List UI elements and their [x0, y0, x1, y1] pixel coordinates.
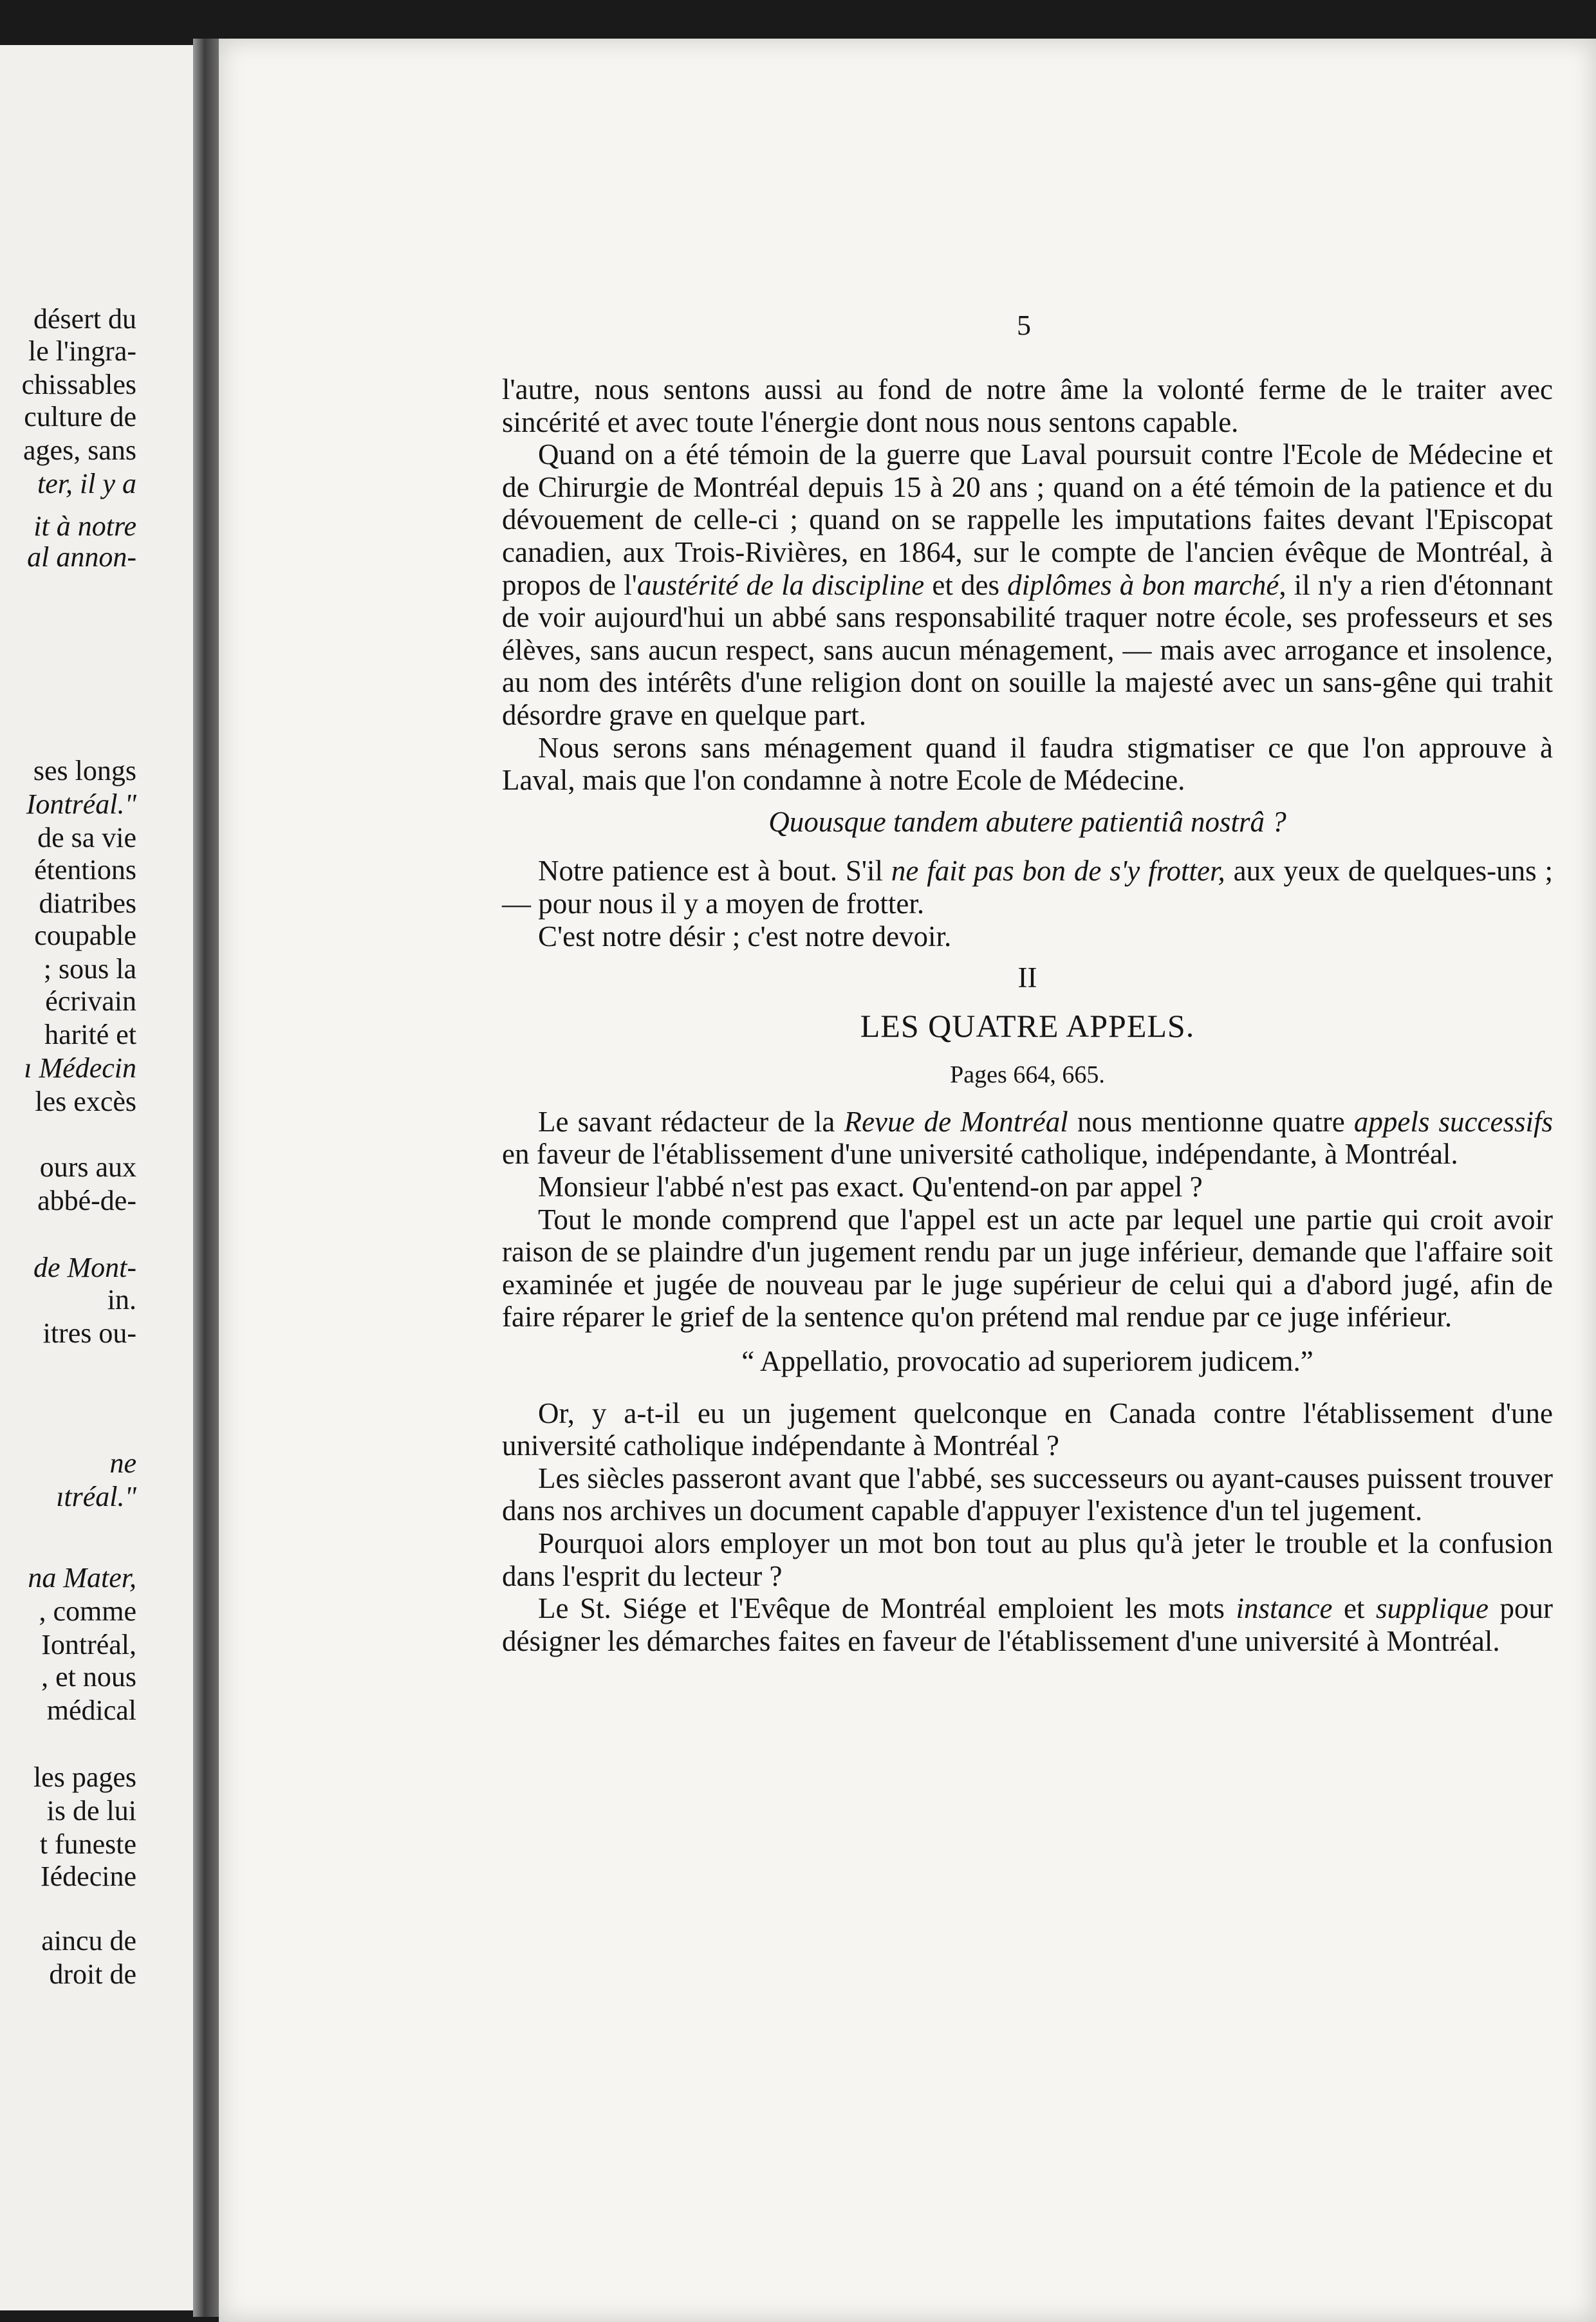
- left-page-text-fragment: it à notre: [33, 510, 136, 542]
- latin-motto: Quousque tandem abutere patientiâ nostrâ ?: [768, 805, 1286, 838]
- left-page-text-fragment: chissables: [21, 369, 136, 400]
- left-page-text-fragment: droit de: [49, 1958, 136, 1990]
- left-page-text-fragment: diatribes: [39, 887, 136, 919]
- paragraph-8: Tout le monde comprend que l'appel est un acte par lequel une partie qui croit avoir raison de se plaindre d'un jugement rendu par un juge inférieur, demande que l'affaire soit examinée et jugée de nouveau par le juge supérieur de celui qui a d'abord jugé, afin de faire réparer le grief de la sentence qu'on prétend mal rendue par ce juge inférieur.: [502, 1203, 1553, 1333]
- left-page-text-fragment: , comme: [39, 1595, 136, 1627]
- section-pages: Pages 664, 665.: [950, 1061, 1105, 1089]
- paragraph-10: Les siècles passeront avant que l'abbé, ses successeurs ou ayant-causes puissent trouver dans nos archives un document capable d'appuyer l'existence d'un tel jugement.: [502, 1462, 1553, 1527]
- left-page-text-fragment: culture de: [24, 401, 136, 432]
- paragraph-4: Notre patience est à bout. S'il ne fait pas bon de s'y frotter, aux yeux de quelques-uns ; — pour nous il y a moyen de frotter.: [502, 855, 1553, 920]
- left-page-text-fragment: médical: [46, 1695, 136, 1726]
- paragraph-1: l'autre, nous sentons aussi au fond de notre âme la volonté ferme de le traiter avec sincérité et avec toute l'énergie dont nous nous sentons capable.: [502, 373, 1553, 438]
- page-number: 5: [1017, 310, 1031, 341]
- left-page-text-fragment: itres ou-: [42, 1317, 136, 1349]
- section-title: LES QUATRE APPELS.: [860, 1007, 1195, 1044]
- left-page-text-fragment: étentions: [34, 854, 136, 886]
- left-page-text-fragment: Iédecine: [41, 1861, 136, 1892]
- left-page-text-fragment: Iontréal.": [26, 788, 136, 820]
- left-page-text-fragment: Iontréal,: [41, 1629, 136, 1660]
- paragraph-7: Monsieur l'abbé n'est pas exact. Qu'entend-on par appel ?: [538, 1171, 1203, 1203]
- left-page-text-fragment: ours aux: [39, 1151, 136, 1183]
- left-page-text-fragment: na Mater,: [28, 1562, 136, 1593]
- left-page-text-fragment: harité et: [44, 1019, 136, 1050]
- left-page-text-fragment: ses longs: [33, 755, 136, 786]
- left-page-text-fragment: t funeste: [39, 1828, 136, 1860]
- left-page-text-fragment: abbé-de-: [37, 1185, 136, 1216]
- left-page-text-fragment: coupable: [34, 920, 136, 951]
- book-gutter: [193, 39, 219, 2317]
- paragraph-12: Le St. Siége et l'Evêque de Montréal emploient les mots instance et supplique pour désigner les démarches faites en faveur de l'établissement d'une université à Montréal.: [502, 1592, 1553, 1657]
- left-page-text-fragment: de Mont-: [33, 1252, 136, 1283]
- left-page-text-fragment: al annon-: [27, 541, 136, 573]
- paragraph-5: C'est notre désir ; c'est notre devoir.: [538, 920, 952, 952]
- left-page-text-fragment: écrivain: [45, 985, 136, 1017]
- paragraph-9: Or, y a-t-il eu un jugement quelconque en Canada contre l'établissement d'une université catholique indépendante à Montréal ?: [502, 1397, 1553, 1462]
- left-page-text-fragment: , et nous: [41, 1661, 136, 1693]
- section-number: II: [1017, 961, 1037, 994]
- left-page-fragment: [0, 45, 193, 2310]
- left-page-text-fragment: désert du: [33, 303, 136, 335]
- latin-quote: “ Appellatio, provocatio ad superiorem judicem.”: [741, 1345, 1313, 1378]
- left-page-text-fragment: de sa vie: [37, 822, 136, 853]
- left-page-text-fragment: le l'ingra-: [28, 335, 136, 367]
- left-page-text-fragment: ıtréal.": [56, 1481, 136, 1512]
- left-page-text-fragment: is de lui: [46, 1795, 136, 1826]
- main-page: [219, 39, 1596, 2322]
- paragraph-11: Pourquoi alors employer un mot bon tout au plus qu'à jeter le trouble et la confusion dans l'esprit du lecteur ?: [502, 1527, 1553, 1592]
- left-page-text-fragment: les excès: [35, 1086, 136, 1117]
- paragraph-3: Nous serons sans ménagement quand il faudra stigmatiser ce que l'on approuve à Laval, mais que l'on condamne à notre Ecole de Médecine.: [502, 731, 1553, 797]
- left-page-text-fragment: ages, sans: [23, 434, 136, 466]
- left-page-text-fragment: ı Médecin: [24, 1052, 136, 1084]
- left-page-text-fragment: ne: [109, 1447, 136, 1479]
- left-page-text-fragment: les pages: [33, 1761, 136, 1793]
- left-page-text-fragment: aincu de: [41, 1925, 136, 1956]
- body-text: [502, 373, 1553, 1657]
- left-page-text-fragment: ; sous la: [43, 953, 136, 985]
- left-page-text-fragment: ter, il y a: [37, 468, 136, 499]
- left-page-text-fragment: in.: [107, 1284, 136, 1315]
- paragraph-6: Le savant rédacteur de la Revue de Montréal nous mentionne quatre appels successifs en faveur de l'établissement d'une université catholique, indépendante, à Montréal.: [502, 1105, 1553, 1171]
- paragraph-2: Quand on a été témoin de la guerre que Laval poursuit contre l'Ecole de Médecine et de Chirurgie de Montréal depuis 15 à 20 ans ; quand on a été témoin de la patience et du dévouement de celle-ci ; quand on se rappelle les imputations faites devant l'Episcopat canadien, aux Trois-Rivières, en 1864, sur le compte de l'ancien évêque de Montréal, à propos de l'austérité de la discipline et des diplômes à bon marché, il n'y a rien d'étonnant de voir aujourd'hui un abbé sans responsabilité traquer notre école, ses professeurs et ses élèves, sans aucun respect, sans aucun ménagement, — mais avec arrogance et insolence, au nom des intérêts d'une religion dont on souille la majesté avec un sans-gêne qui trahit désordre grave en quelque part.: [502, 438, 1554, 731]
